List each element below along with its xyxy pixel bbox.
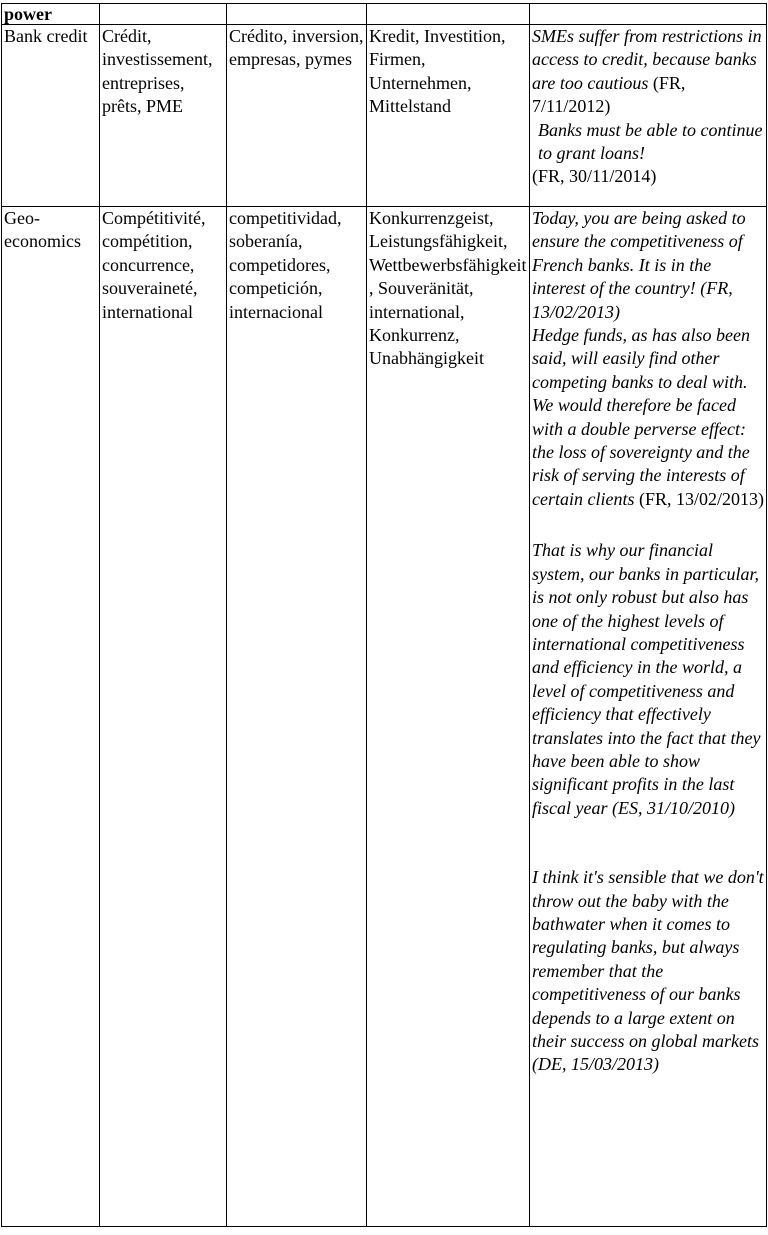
- table-row: [2, 25, 767, 207]
- quote: [532, 25, 766, 119]
- quotes-cell: [530, 207, 767, 1227]
- header-cell-german: [367, 4, 530, 25]
- french-keywords-cell: Compétitivité, compétition, concurrence, souveraineté, international: [100, 207, 227, 1227]
- quote: [532, 207, 766, 324]
- table-header-row: [2, 4, 767, 25]
- quote: [532, 866, 766, 1077]
- french-keywords-cell: Crédit, investissement, entreprises, prêts, PME: [100, 25, 227, 207]
- quote-citation: (FR, 7/11/2012): [532, 72, 686, 117]
- spanish-keywords-cell: competitividad, soberanía, competidores, competición, internacional: [227, 207, 367, 1227]
- header-cell-french: [100, 4, 227, 25]
- quote-text: That is why our financial system, our banks in particular, is not only robust but also has one of the highest levels of international competitiveness and efficiency in the world, a level of competitiveness and efficiency that effectively translates into the fact that they have been able to show significant profits in the last fiscal year (ES, 31/10/2010): [532, 540, 761, 818]
- german-keywords-cell: Konkurrenzgeist, Leistungsfähigkeit, Wettbewerbsfähigkeit, Souveränität, international, Konkurrenz, Unabhängigkeit: [367, 207, 530, 1227]
- quote: [532, 324, 766, 511]
- quote-text: Today, you are being asked to ensure the competitiveness of French banks. It is in the interest of the country! (FR, 13/02/2013): [532, 208, 746, 322]
- table-row: [2, 207, 767, 1227]
- quote: [532, 119, 766, 166]
- quote-text: I think it's sensible that we don't throw out the baby with the bathwater when it comes to regulating banks, but always remember that the competitiveness of our banks depends to a large extent on their success on global markets (DE, 15/03/2013): [532, 867, 764, 1075]
- header-cell-quotes: [530, 4, 767, 25]
- header-cell-category: power: [2, 4, 100, 25]
- german-keywords-cell: Kredit, Investition, Firmen, Unternehmen, Mittelstand: [367, 25, 530, 207]
- spanish-keywords-cell: Crédito, inversion, empresas, pymes: [227, 25, 367, 207]
- quote: [532, 539, 766, 820]
- quote-citation-line: [532, 165, 766, 188]
- quote-citation: (FR, 30/11/2014): [532, 166, 657, 187]
- category-cell: Bank credit: [2, 25, 100, 207]
- category-cell: Geo-economics: [2, 207, 100, 1227]
- quote-text: Hedge funds, as has also been said, will easily find other competing banks to deal with. We would therefore be faced with a double perverse effect: the loss of sovereignty and the risk of serving the interests of certain clients: [532, 325, 750, 509]
- quote-citation: (FR, 13/02/2013): [634, 488, 764, 509]
- quotes-cell: [530, 25, 767, 207]
- quote-text: Banks must be able to continue to grant loans!: [538, 119, 763, 164]
- header-cell-spanish: [227, 4, 367, 25]
- keyword-table: [1, 3, 767, 1227]
- quote-text: SMEs suffer from restrictions in access to credit, because banks are too cautious: [532, 26, 762, 93]
